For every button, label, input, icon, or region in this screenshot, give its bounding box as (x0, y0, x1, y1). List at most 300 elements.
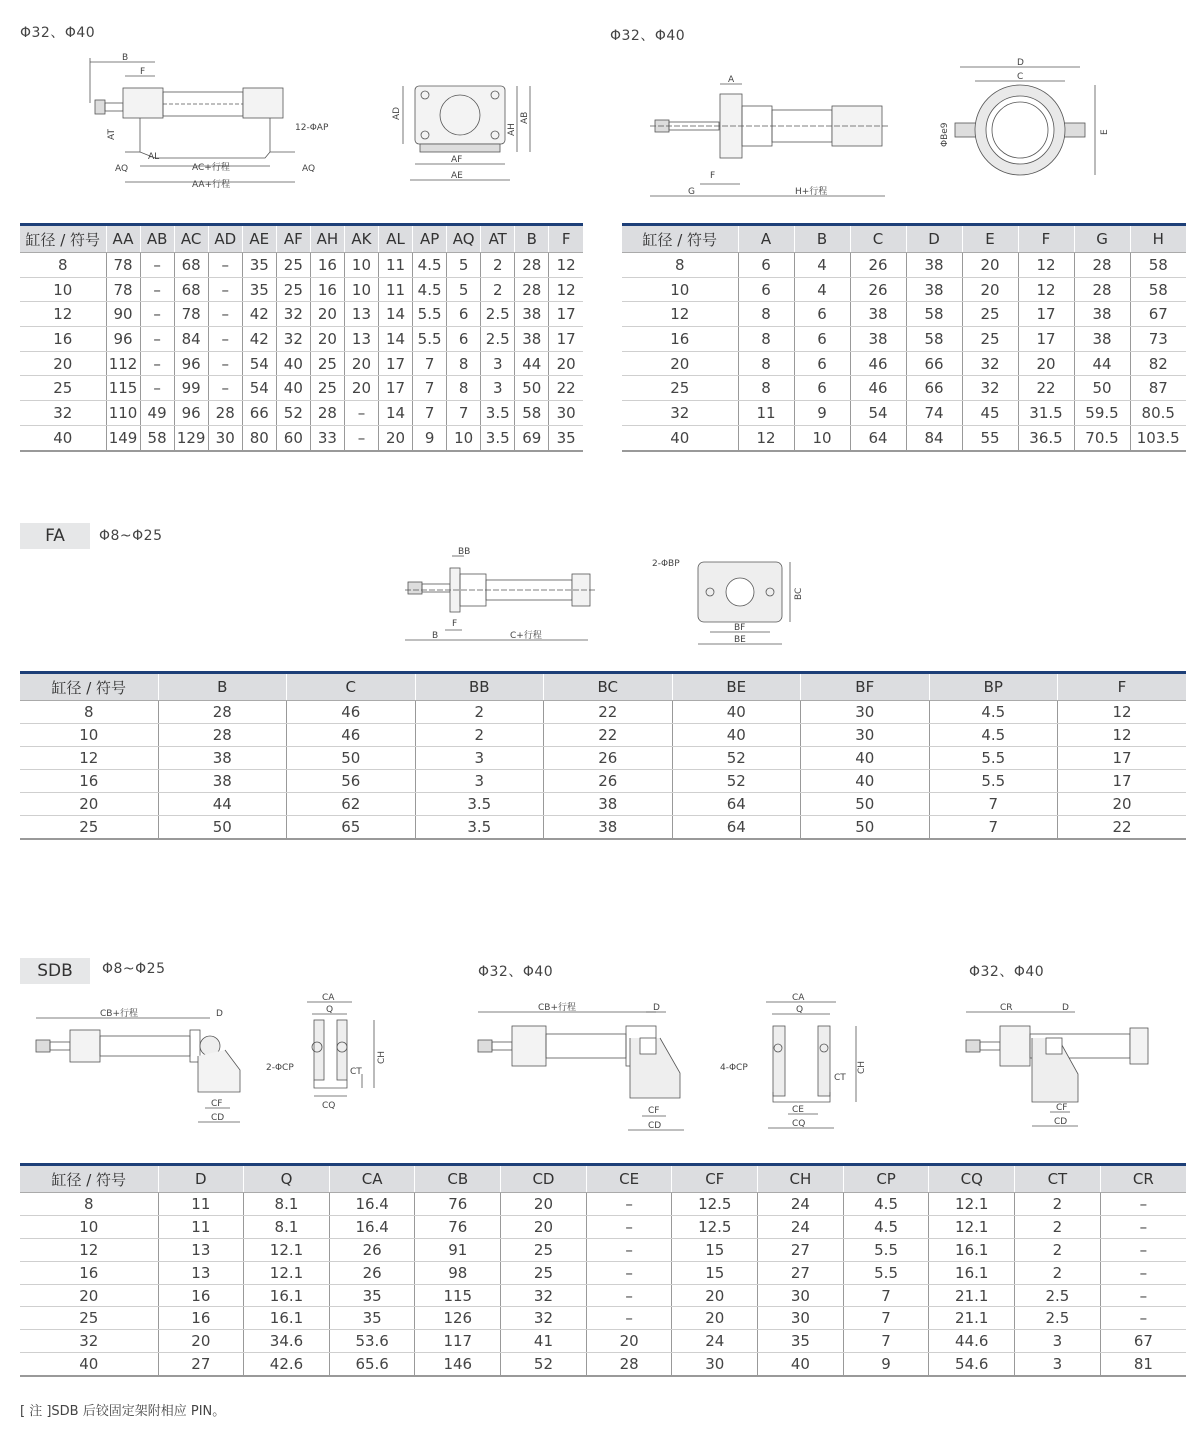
table-cell: 38 (158, 770, 287, 793)
table-cell: 66 (906, 351, 962, 376)
column-header: AB (140, 225, 174, 253)
table-row (20, 793, 1186, 816)
table-cell: 28 (310, 401, 344, 426)
table-cell: 2 (1015, 1215, 1101, 1238)
column-header: E (962, 225, 1018, 253)
table-cell: 25 (501, 1238, 587, 1261)
table-cell: 12.1 (244, 1238, 330, 1261)
dim-ad-label: AD (392, 106, 402, 120)
table-cell: 78 (174, 302, 208, 327)
column-header: CA (329, 1165, 415, 1193)
table-cell: 22 (544, 724, 673, 747)
sdb-mid-dim-cf-label: CF (648, 1106, 660, 1116)
table-cell: 5.5 (413, 302, 447, 327)
table-cell: 12 (1018, 277, 1074, 302)
table-cell: 66 (242, 401, 276, 426)
table-cell: 7 (413, 401, 447, 426)
dim-e-label: E (1100, 129, 1110, 135)
table-cell: 11 (379, 253, 413, 278)
table-cell: 26 (544, 747, 673, 770)
table-cell: 7 (447, 401, 481, 426)
header-bore-symbol: 缸径 / 符号 (20, 1165, 158, 1193)
bore-size-cell: 40 (20, 425, 106, 450)
column-header: AE (242, 225, 276, 253)
table-cell: 16 (158, 1284, 244, 1307)
table-cell: 44.6 (929, 1330, 1015, 1353)
bore-size-cell: 12 (20, 1238, 158, 1261)
table-cell: 28 (1074, 253, 1130, 278)
sdb-dim-cf-label: CF (211, 1099, 223, 1109)
bore-size-cell: 8 (20, 701, 158, 724)
sdb-dim-cq-label: CQ (322, 1101, 336, 1111)
table-row (20, 253, 583, 278)
sdb-dim-cd-label: CD (211, 1113, 225, 1123)
table-cell: – (1100, 1193, 1186, 1216)
bore-size-cell: 10 (622, 277, 738, 302)
table-cell: 8 (738, 351, 794, 376)
table-cell: 46 (850, 376, 906, 401)
column-header: AH (310, 225, 344, 253)
table-cell: 7 (929, 816, 1058, 840)
table-cell: 22 (1018, 376, 1074, 401)
table-cell: 7 (413, 351, 447, 376)
table-cell: 30 (672, 1353, 758, 1376)
table-row (20, 1238, 1186, 1261)
table-cell: 64 (672, 793, 801, 816)
table-cell: 22 (549, 376, 583, 401)
column-header: G (1074, 225, 1130, 253)
table-cell: 11 (738, 401, 794, 426)
column-header: AC (174, 225, 208, 253)
table-cell: 6 (794, 376, 850, 401)
bore-size-cell: 10 (20, 277, 106, 302)
table-cell: 12 (549, 277, 583, 302)
sdb-mid-dim-cd-label: CD (648, 1121, 662, 1131)
table-cell: 35 (242, 253, 276, 278)
table-cell: 3.5 (481, 401, 515, 426)
table-cell: 52 (501, 1353, 587, 1376)
table-row (622, 277, 1186, 302)
table-cell: 5 (447, 277, 481, 302)
table-cell: 50 (1074, 376, 1130, 401)
table-cell: 96 (174, 351, 208, 376)
table-cell: – (208, 302, 242, 327)
table-cell: 3 (1015, 1353, 1101, 1376)
table-cell: 12.5 (672, 1215, 758, 1238)
table-cell: 13 (344, 327, 378, 352)
column-header: CH (758, 1165, 844, 1193)
table-cell: 58 (906, 302, 962, 327)
table-cell: 10 (344, 277, 378, 302)
table-cell: 35 (329, 1284, 415, 1307)
table-cell: 117 (415, 1330, 501, 1353)
table-cell: 4 (794, 253, 850, 278)
table-cell: – (1100, 1238, 1186, 1261)
table-row (20, 401, 583, 426)
table-cell: 38 (515, 327, 549, 352)
table-cell: 50 (801, 816, 930, 840)
table-cell: 16.1 (244, 1284, 330, 1307)
table-cell: 46 (287, 701, 416, 724)
table-cell: 87 (1130, 376, 1186, 401)
table-cell: 20 (501, 1193, 587, 1216)
table-cell: – (208, 327, 242, 352)
table-cell: – (208, 351, 242, 376)
column-header: BE (672, 673, 801, 701)
column-header: BB (415, 673, 544, 701)
table-cell: – (586, 1307, 672, 1330)
table-cell: 4.5 (843, 1215, 929, 1238)
table-cell: 25 (962, 302, 1018, 327)
table-cell: 58 (515, 401, 549, 426)
header-bore-symbol: 缸径 / 符号 (20, 225, 106, 253)
column-header: AQ (447, 225, 481, 253)
table-cell: 96 (174, 401, 208, 426)
table-cell: 10 (794, 425, 850, 450)
table-cell: 50 (158, 816, 287, 840)
table-cell: 27 (758, 1238, 844, 1261)
dim-h-label: H+行程 (795, 187, 828, 197)
dim-aq-label-right: AQ (302, 164, 316, 174)
table-cell: 103.5 (1130, 425, 1186, 450)
table-cell: 2 (481, 277, 515, 302)
table-row (20, 1353, 1186, 1376)
table-row (20, 277, 583, 302)
table-cell: – (140, 376, 174, 401)
table-cell: 21.1 (929, 1307, 1015, 1330)
table-cell: 28 (515, 277, 549, 302)
table-cell: – (586, 1215, 672, 1238)
dim-ac-label: AC+行程 (192, 163, 230, 173)
table-cell: 24 (672, 1330, 758, 1353)
table-cell: 3.5 (415, 793, 544, 816)
table-cell: 21.1 (929, 1284, 1015, 1307)
table-row (20, 302, 583, 327)
table-cell: 20 (672, 1284, 758, 1307)
table-cell: 115 (106, 376, 140, 401)
column-header: CR (1100, 1165, 1186, 1193)
fa-side-drawing (400, 542, 600, 652)
table-cell: 12 (549, 253, 583, 278)
trunnion-front-drawing (935, 55, 1115, 185)
fa-front-drawing (650, 552, 820, 652)
column-header: Q (244, 1165, 330, 1193)
table-cell: 2 (1015, 1193, 1101, 1216)
dim-ab-label: AB (520, 111, 530, 124)
table-cell: 30 (801, 724, 930, 747)
table-cell: 84 (906, 425, 962, 450)
table-cell: 17 (1018, 327, 1074, 352)
fa-dim-b-label: B (432, 631, 439, 641)
table-cell: 16.1 (929, 1261, 1015, 1284)
table-row (20, 816, 1186, 840)
table-cell: 8 (738, 376, 794, 401)
table-cell: 12.1 (929, 1193, 1015, 1216)
table-cell: 52 (672, 747, 801, 770)
bore-size-cell: 32 (20, 1330, 158, 1353)
column-header: H (1130, 225, 1186, 253)
table-row (20, 1284, 1186, 1307)
table-cell: 90 (106, 302, 140, 327)
table-cell: 20 (379, 425, 413, 450)
table-cell: 20 (344, 376, 378, 401)
dim-al-label: AL (148, 152, 160, 162)
bore-size-cell: 10 (20, 724, 158, 747)
dim-ah-label: AH (507, 123, 517, 136)
table-cell: 15 (672, 1261, 758, 1284)
table-cell: 25 (276, 253, 310, 278)
sdb-mid-dim-ch-label: CH (857, 1060, 867, 1074)
table-cell: 129 (174, 425, 208, 450)
table-cell: 16.1 (244, 1307, 330, 1330)
table-cell: 35 (329, 1307, 415, 1330)
table-cell: 65.6 (329, 1353, 415, 1376)
table-cell: 60 (276, 425, 310, 450)
table-cell: 9 (413, 425, 447, 450)
column-header: F (1058, 673, 1187, 701)
foot-mount-side-drawing (80, 48, 350, 198)
table-cell: 26 (329, 1238, 415, 1261)
header-bore-symbol: 缸径 / 符号 (20, 673, 158, 701)
table-cell: 25 (310, 376, 344, 401)
column-header: AA (106, 225, 140, 253)
table-cell: – (344, 401, 378, 426)
table-cell: 6 (794, 351, 850, 376)
table-cell: 2 (1015, 1238, 1101, 1261)
header-bore-symbol: 缸径 / 符号 (622, 225, 738, 253)
table-cell: 66 (906, 376, 962, 401)
table-cell: 16.4 (329, 1193, 415, 1216)
table-row (20, 327, 583, 352)
fa-dimension-table (20, 671, 1186, 840)
table-cell: 5.5 (929, 770, 1058, 793)
dim-at-label: AT (107, 129, 117, 140)
table-row (20, 1193, 1186, 1216)
column-header: BP (929, 673, 1058, 701)
table-cell: – (1100, 1307, 1186, 1330)
table-cell: 38 (158, 747, 287, 770)
sdb-right-side-drawing (960, 998, 1160, 1138)
table-row (20, 724, 1186, 747)
table-cell: 8.1 (244, 1193, 330, 1216)
table-cell: 17 (549, 302, 583, 327)
table-row (20, 425, 583, 450)
table-cell: 91 (415, 1238, 501, 1261)
table-cell: 54 (242, 376, 276, 401)
table-row (622, 376, 1186, 401)
dim-aq-label-left: AQ (115, 164, 129, 174)
table-cell: 99 (174, 376, 208, 401)
dim-d-label: D (1017, 58, 1024, 68)
sdb-mid-dim-q-label: Q (796, 1005, 804, 1015)
table-cell: 20 (1018, 351, 1074, 376)
table-cell: 20 (549, 351, 583, 376)
table-cell: 49 (140, 401, 174, 426)
bore-size-cell: 8 (622, 253, 738, 278)
column-header: AD (208, 225, 242, 253)
sdb-dim-cb-label: CB+行程 (100, 1009, 138, 1019)
table-cell: 3.5 (481, 425, 515, 450)
table-cell: 27 (158, 1353, 244, 1376)
column-header: CE (586, 1165, 672, 1193)
sdb-small-front-drawing (262, 992, 392, 1112)
table-row (20, 1307, 1186, 1330)
table-cell: 8 (738, 327, 794, 352)
fa-tag: FA (20, 523, 90, 549)
section-label-left: Φ32、Φ40 (20, 25, 96, 41)
table-cell: 78 (106, 277, 140, 302)
table-cell: 55 (962, 425, 1018, 450)
bore-size-cell: 12 (20, 302, 106, 327)
sdb-right-dim-d-label: D (1062, 1003, 1069, 1013)
table-cell: 44 (158, 793, 287, 816)
table-cell: 149 (106, 425, 140, 450)
table-cell: 40 (758, 1353, 844, 1376)
table-cell: 38 (906, 253, 962, 278)
bore-size-cell: 20 (622, 351, 738, 376)
trunnion-side-drawing (640, 70, 900, 200)
table-cell: 50 (287, 747, 416, 770)
column-header: B (158, 673, 287, 701)
table-cell: 25 (310, 351, 344, 376)
table-cell: 2.5 (481, 302, 515, 327)
bore-size-cell: 25 (622, 376, 738, 401)
table-row (20, 1330, 1186, 1353)
dim-ae-label: AE (451, 171, 463, 181)
table-cell: 65 (287, 816, 416, 840)
table-cell: 59.5 (1074, 401, 1130, 426)
table-cell: 42 (242, 327, 276, 352)
sdb-mid-dim-ce-label: CE (792, 1105, 804, 1115)
table-cell: – (140, 277, 174, 302)
table-cell: 62 (287, 793, 416, 816)
table-cell: 16.1 (929, 1238, 1015, 1261)
bore-size-cell: 32 (20, 401, 106, 426)
table-cell: 13 (344, 302, 378, 327)
table-cell: – (140, 302, 174, 327)
table-cell: 26 (850, 253, 906, 278)
table-cell: 17 (1018, 302, 1074, 327)
dim-c-label: C (1017, 72, 1024, 82)
table-row (622, 302, 1186, 327)
table-cell: 30 (549, 401, 583, 426)
table-cell: 38 (1074, 327, 1130, 352)
table-cell: 38 (1074, 302, 1130, 327)
table-cell: 26 (544, 770, 673, 793)
column-header: CF (672, 1165, 758, 1193)
column-header: CT (1015, 1165, 1101, 1193)
table-cell: 13 (158, 1238, 244, 1261)
table-cell: 11 (379, 277, 413, 302)
table-cell: 3 (481, 376, 515, 401)
table-cell: 12.5 (672, 1193, 758, 1216)
table-cell: 32 (962, 351, 1018, 376)
sdb-mid-dim-d-label: D (653, 1003, 660, 1013)
column-header: AT (481, 225, 515, 253)
column-header: D (906, 225, 962, 253)
table-cell: 58 (906, 327, 962, 352)
table-cell: 22 (1058, 816, 1187, 840)
table-cell: 36.5 (1018, 425, 1074, 450)
bore-size-cell: 40 (622, 425, 738, 450)
fa-dim-c-label: C+行程 (510, 631, 542, 641)
table-cell: 25 (962, 327, 1018, 352)
table-cell: 46 (287, 724, 416, 747)
table-cell: – (1100, 1215, 1186, 1238)
table-cell: 32 (501, 1284, 587, 1307)
dim-b-label: B (122, 53, 129, 63)
table-cell: 15 (672, 1238, 758, 1261)
table-cell: 42.6 (244, 1353, 330, 1376)
fa-dim-bc-label: BC (794, 587, 804, 600)
table-cell: 8 (738, 302, 794, 327)
bore-size-cell: 32 (622, 401, 738, 426)
table-cell: 11 (158, 1215, 244, 1238)
table-cell: 8 (447, 376, 481, 401)
table-cell: 35 (242, 277, 276, 302)
table-cell: 58 (1130, 277, 1186, 302)
table-cell: 20 (672, 1307, 758, 1330)
table-cell: 96 (106, 327, 140, 352)
table-cell: 32 (276, 327, 310, 352)
table-cell: 20 (344, 351, 378, 376)
sdb-mid-dim-ct-label: CT (834, 1073, 846, 1083)
table-row (20, 770, 1186, 793)
table-cell: 80 (242, 425, 276, 450)
table-cell: 2.5 (481, 327, 515, 352)
table-cell: 6 (738, 253, 794, 278)
table-cell: 12 (738, 425, 794, 450)
table-cell: 64 (850, 425, 906, 450)
table-cell: 2 (481, 253, 515, 278)
table-cell: 17 (549, 327, 583, 352)
table-cell: – (208, 376, 242, 401)
table-cell: 67 (1130, 302, 1186, 327)
column-header: C (850, 225, 906, 253)
table-cell: 8 (447, 351, 481, 376)
bore-size-cell: 12 (622, 302, 738, 327)
sdb-mid-front-drawing (718, 992, 878, 1134)
table-cell: 12 (1058, 701, 1187, 724)
table-cell: 4 (794, 277, 850, 302)
table-cell: – (208, 253, 242, 278)
table-cell: 35 (549, 425, 583, 450)
table-cell: 20 (158, 1330, 244, 1353)
table-cell: 5.5 (843, 1238, 929, 1261)
dim-g-label: G (688, 187, 695, 197)
table-cell: 54.6 (929, 1353, 1015, 1376)
table-cell: 73 (1130, 327, 1186, 352)
table-cell: 58 (140, 425, 174, 450)
table-cell: 78 (106, 253, 140, 278)
table-cell: 50 (515, 376, 549, 401)
table-cell: – (586, 1284, 672, 1307)
table-cell: 4.5 (929, 724, 1058, 747)
table-cell: 16 (310, 277, 344, 302)
table-cell: 6 (794, 302, 850, 327)
table-row (622, 401, 1186, 426)
table-cell: 20 (1058, 793, 1187, 816)
table-cell: 69 (515, 425, 549, 450)
table-cell: 41 (501, 1330, 587, 1353)
dim-ap-label: 12-ΦAP (295, 123, 329, 133)
table-cell: – (586, 1193, 672, 1216)
column-header: B (794, 225, 850, 253)
table-row (20, 1261, 1186, 1284)
sdb-label-mid: Φ32、Φ40 (478, 964, 554, 980)
table-cell: – (586, 1238, 672, 1261)
sdb-label-right: Φ32、Φ40 (969, 964, 1045, 980)
